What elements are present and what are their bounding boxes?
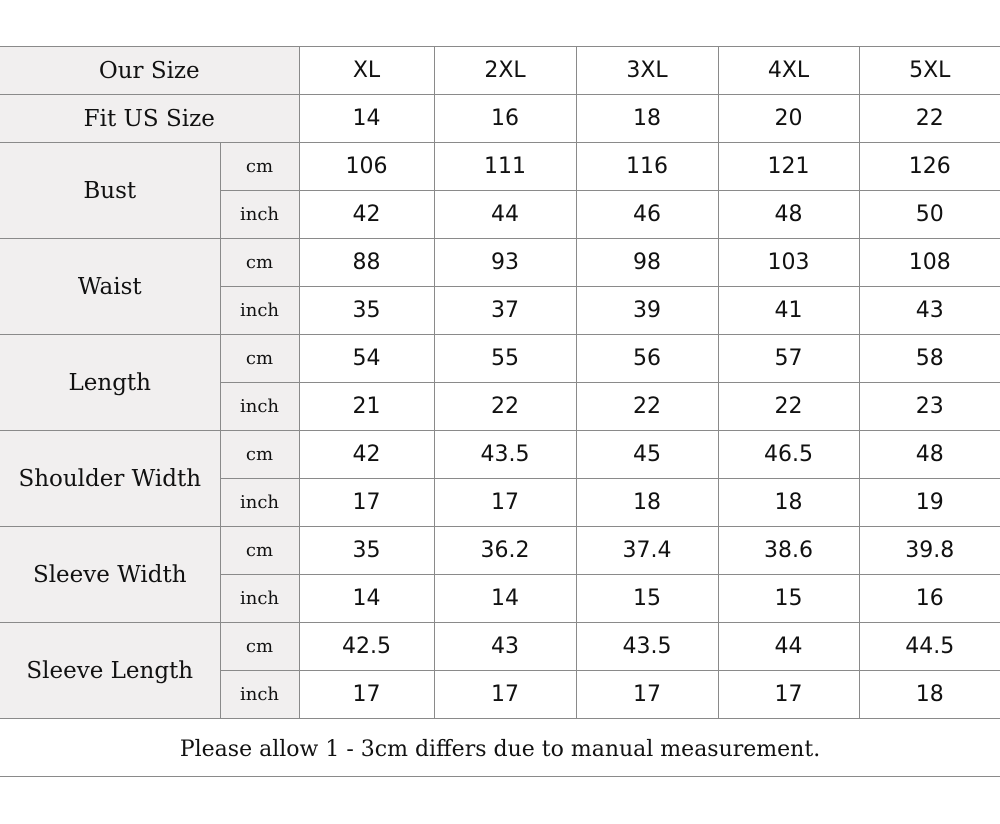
- unit-label-inch: inch: [220, 671, 299, 719]
- value-cell: 37: [434, 287, 576, 335]
- value-cell: 38.6: [718, 527, 859, 575]
- unit-label-inch: inch: [220, 479, 299, 527]
- fit-us-size-label: Fit US Size: [0, 95, 299, 143]
- our-size-label: Our Size: [0, 47, 299, 95]
- value-cell: 14: [434, 575, 576, 623]
- value-cell: 56: [576, 335, 718, 383]
- us-size-cell: 16: [434, 95, 576, 143]
- value-cell: 50: [859, 191, 1000, 239]
- value-cell: 42.5: [299, 623, 434, 671]
- unit-label-inch: inch: [220, 383, 299, 431]
- value-cell: 43: [859, 287, 1000, 335]
- measurement-label: Bust: [0, 143, 220, 239]
- unit-label-inch: inch: [220, 287, 299, 335]
- unit-label-inch: inch: [220, 575, 299, 623]
- value-cell: 44.5: [859, 623, 1000, 671]
- value-cell: 106: [299, 143, 434, 191]
- measurement-label: Sleeve Width: [0, 527, 220, 623]
- us-size-cell: 14: [299, 95, 434, 143]
- value-cell: 44: [718, 623, 859, 671]
- value-cell: 57: [718, 335, 859, 383]
- size-cell: 4XL: [718, 47, 859, 95]
- value-cell: 14: [299, 575, 434, 623]
- unit-label-cm: cm: [220, 431, 299, 479]
- value-cell: 19: [859, 479, 1000, 527]
- value-cell: 35: [299, 287, 434, 335]
- value-cell: 44: [434, 191, 576, 239]
- value-cell: 48: [859, 431, 1000, 479]
- value-cell: 18: [718, 479, 859, 527]
- value-cell: 42: [299, 191, 434, 239]
- value-cell: 88: [299, 239, 434, 287]
- value-cell: 43.5: [434, 431, 576, 479]
- value-cell: 55: [434, 335, 576, 383]
- measurement-label: Sleeve Length: [0, 623, 220, 719]
- value-cell: 23: [859, 383, 1000, 431]
- value-cell: 17: [718, 671, 859, 719]
- table-row-our-size: [0, 47, 1000, 95]
- size-chart-table: [0, 46, 1000, 719]
- size-cell: 5XL: [859, 47, 1000, 95]
- size-cell: 3XL: [576, 47, 718, 95]
- value-cell: 18: [576, 479, 718, 527]
- size-chart: [0, 46, 1000, 719]
- value-cell: 36.2: [434, 527, 576, 575]
- measurement-label: Length: [0, 335, 220, 431]
- table-row: [0, 335, 1000, 383]
- value-cell: 21: [299, 383, 434, 431]
- table-row: [0, 431, 1000, 479]
- value-cell: 111: [434, 143, 576, 191]
- value-cell: 103: [718, 239, 859, 287]
- value-cell: 17: [299, 479, 434, 527]
- us-size-cell: 20: [718, 95, 859, 143]
- table-row: [0, 527, 1000, 575]
- value-cell: 93: [434, 239, 576, 287]
- value-cell: 22: [576, 383, 718, 431]
- value-cell: 39.8: [859, 527, 1000, 575]
- table-row: [0, 623, 1000, 671]
- value-cell: 43.5: [576, 623, 718, 671]
- value-cell: 116: [576, 143, 718, 191]
- value-cell: 58: [859, 335, 1000, 383]
- value-cell: 35: [299, 527, 434, 575]
- value-cell: 46.5: [718, 431, 859, 479]
- us-size-cell: 18: [576, 95, 718, 143]
- value-cell: 43: [434, 623, 576, 671]
- value-cell: 17: [576, 671, 718, 719]
- unit-label-cm: cm: [220, 527, 299, 575]
- value-cell: 39: [576, 287, 718, 335]
- value-cell: 126: [859, 143, 1000, 191]
- value-cell: 17: [434, 479, 576, 527]
- unit-label-cm: cm: [220, 623, 299, 671]
- value-cell: 16: [859, 575, 1000, 623]
- value-cell: 98: [576, 239, 718, 287]
- value-cell: 42: [299, 431, 434, 479]
- table-row: [0, 143, 1000, 191]
- value-cell: 15: [718, 575, 859, 623]
- measurement-label: Shoulder Width: [0, 431, 220, 527]
- value-cell: 18: [859, 671, 1000, 719]
- measurement-note: Please allow 1 - 3cm differs due to manual measurement.: [0, 722, 1000, 777]
- value-cell: 121: [718, 143, 859, 191]
- value-cell: 22: [434, 383, 576, 431]
- table-row: [0, 239, 1000, 287]
- value-cell: 54: [299, 335, 434, 383]
- unit-label-cm: cm: [220, 335, 299, 383]
- value-cell: 48: [718, 191, 859, 239]
- value-cell: 108: [859, 239, 1000, 287]
- measurement-label: Waist: [0, 239, 220, 335]
- us-size-cell: 22: [859, 95, 1000, 143]
- value-cell: 46: [576, 191, 718, 239]
- size-cell: XL: [299, 47, 434, 95]
- value-cell: 41: [718, 287, 859, 335]
- value-cell: 17: [299, 671, 434, 719]
- value-cell: 17: [434, 671, 576, 719]
- value-cell: 22: [718, 383, 859, 431]
- value-cell: 37.4: [576, 527, 718, 575]
- unit-label-inch: inch: [220, 191, 299, 239]
- size-cell: 2XL: [434, 47, 576, 95]
- unit-label-cm: cm: [220, 143, 299, 191]
- value-cell: 45: [576, 431, 718, 479]
- value-cell: 15: [576, 575, 718, 623]
- table-row-fit-us-size: [0, 95, 1000, 143]
- unit-label-cm: cm: [220, 239, 299, 287]
